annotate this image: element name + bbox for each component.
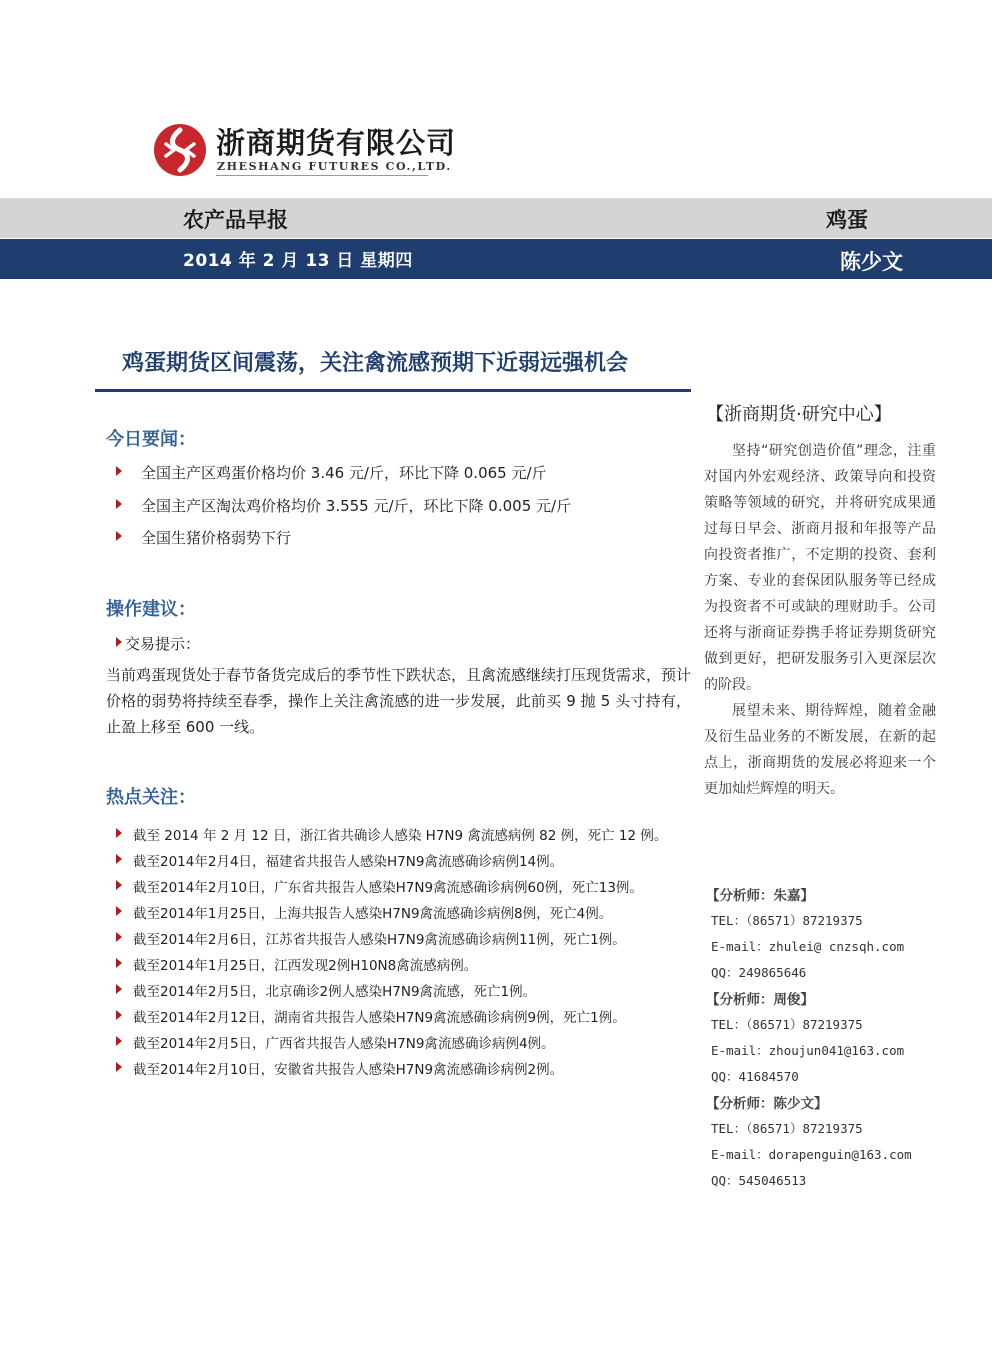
analyst-email[interactable]: E-mail：zhoujun041@163.com	[711, 1043, 905, 1058]
news-item: 全国主产区鸡蛋价格均价 3.46 元/斤，环比下降 0.065 元/斤	[141, 464, 547, 482]
news-item: 全国生猪价格弱势下行	[141, 529, 292, 547]
bullet-icon	[116, 958, 122, 968]
logo-divider	[216, 175, 428, 176]
report-type: 农产品早报	[183, 208, 288, 232]
bullet-icon	[116, 932, 122, 942]
bullet-icon	[116, 854, 122, 864]
commodity-label: 鸡蛋	[826, 208, 868, 232]
bullet-icon	[116, 531, 122, 541]
hot-item: 截至2014年1月25日，上海共报告人感染H7N9禽流感确诊病例8例，死亡4例。	[133, 906, 613, 922]
analyst-email[interactable]: E-mail：dorapenguin@163.com	[711, 1147, 912, 1162]
bullet-icon	[116, 828, 122, 838]
research-center-title: 【浙商期货·研究中心】	[706, 404, 892, 425]
intro-paragraph: 坚持“研究创造价值”理念，注重对国内外宏观经济、政策导向和投资策略等领域的研究，并将研究成果通过每日早会、浙商月报和年报等产品向投资者推广，不定期的投资、套利方案、专业的套保团队服务等已经成为投资者不可或缺的理财助手。公司还将与浙商证券携手将证券期货研究做到更好，把研发服务引入更深层次的阶段。	[704, 443, 936, 693]
trade-tip-label: 交易提示：	[125, 635, 201, 653]
analyst-tel: TEL：（86571）87219375	[711, 1017, 863, 1032]
hot-item: 截至2014年2月5日，北京确诊2例人感染H7N9禽流感，死亡1例。	[133, 984, 537, 1000]
intro-paragraph: 展望未来、期待辉煌，随着金融及衍生品业务的不断发展，在新的起点上，浙商期货的发展必将迎来一个更加灿烂辉煌的明天。	[704, 703, 936, 797]
analyst-qq: QQ：249865646	[711, 965, 807, 980]
analyst-qq: QQ：545046513	[711, 1173, 807, 1188]
company-name-cn: 浙商期货有限公司	[216, 126, 457, 160]
analyst-email[interactable]: E-mail：zhulei@ cnzsqh.com	[711, 939, 905, 954]
analyst-tel: TEL：（86571）87219375	[711, 913, 863, 928]
company-name-en: ZHESHANG FUTURES CO.,LTD.	[217, 160, 452, 173]
bullet-icon	[116, 637, 122, 647]
bullet-icon	[116, 1062, 122, 1072]
bullet-icon	[116, 984, 122, 994]
analyst-heading: 【分析师：朱嘉】	[706, 888, 814, 904]
analyst-heading: 【分析师：周俊】	[706, 992, 814, 1008]
hot-item: 截至2014年2月6日，江苏省共报告人感染H7N9禽流感确诊病例11例，死亡1例。	[133, 932, 626, 948]
advice-section-title: 操作建议：	[106, 599, 196, 620]
hot-item: 截至2014年2月5日，广西省共报告人感染H7N9禽流感确诊病例4例。	[133, 1036, 555, 1052]
news-item: 全国主产区淘汰鸡价格均价 3.555 元/斤，环比下降 0.005 元/斤	[141, 497, 572, 515]
research-center-intro	[704, 438, 936, 802]
bullet-icon	[116, 499, 122, 509]
analyst-tel: TEL：（86571）87219375	[711, 1121, 863, 1136]
report-date: 2014 年 2 月 13 日 星期四	[183, 251, 413, 271]
hot-item: 截至2014年2月10日，安徽省共报告人感染H7N9禽流感确诊病例2例。	[133, 1062, 564, 1078]
hot-item: 截至 2014 年 2 月 12 日，浙江省共确诊人感染 H7N9 禽流感病例 82 例，死亡 12 例。	[133, 828, 668, 844]
headline: 鸡蛋期货区间震荡，关注禽流感预期下近弱远强机会	[122, 351, 629, 376]
analyst-heading: 【分析师：陈少文】	[706, 1096, 828, 1112]
hot-item: 截至2014年2月12日，湖南省共报告人感染H7N9禽流感确诊病例9例，死亡1例。	[133, 1010, 626, 1026]
bullet-icon	[116, 1036, 122, 1046]
analyst-qq: QQ：41684570	[711, 1069, 799, 1084]
hot-item: 截至2014年1月25日，江西发现2例H10N8禽流感病例。	[133, 958, 478, 974]
headline-divider	[95, 389, 691, 392]
advice-body: 当前鸡蛋现货处于春节备货完成后的季节性下跌状态，且禽流感继续打压现货需求，预计价格的弱势将持续至春季，操作上关注禽流感的进一步发展，此前买 9 抛 5 头寸持有，止盈上移至 600 一线。	[106, 666, 692, 736]
news-section-title: 今日要闻：	[106, 429, 196, 450]
bullet-icon	[116, 880, 122, 890]
hot-item: 截至2014年2月4日，福建省共报告人感染H7N9禽流感确诊病例14例。	[133, 854, 564, 870]
company-logo-icon	[152, 122, 208, 178]
hot-item: 截至2014年2月10日，广东省共报告人感染H7N9禽流感确诊病例60例，死亡13例。	[133, 880, 643, 896]
bullet-icon	[116, 466, 122, 476]
bullet-icon	[116, 906, 122, 916]
hot-section-title: 热点关注：	[106, 787, 196, 808]
bullet-icon	[116, 1010, 122, 1020]
header-analyst-name: 陈少文	[840, 250, 903, 274]
